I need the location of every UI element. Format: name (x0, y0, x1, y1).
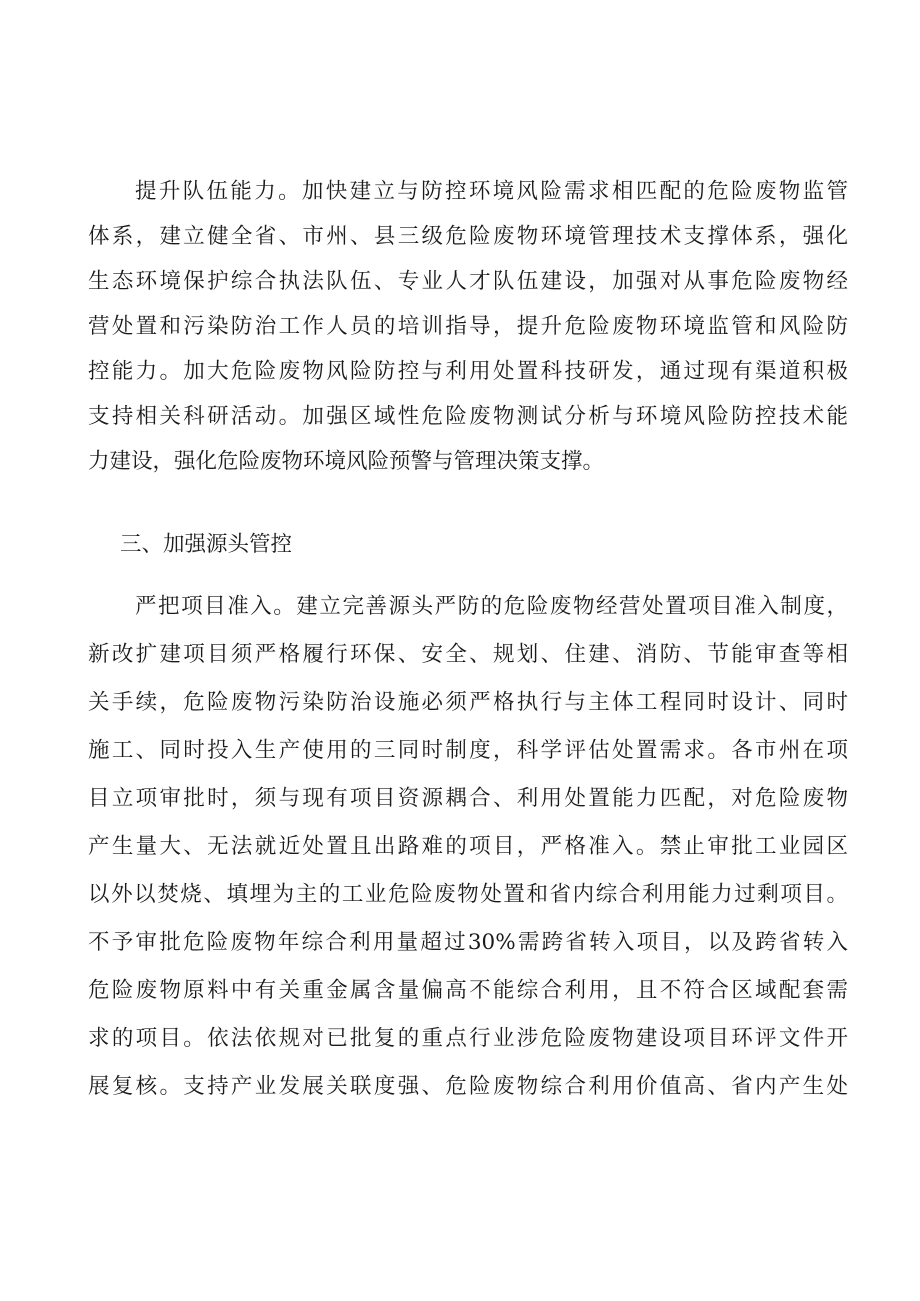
paragraph-line: 生态环境保护综合执法队伍、专业人才队伍建设，加强对从事危险废物经 (88, 269, 848, 294)
paragraph-line: 新改扩建项目须严格履行环保、安全、规划、住建、消防、节能审查等相 (88, 642, 848, 667)
paragraph-line: 以外以焚烧、填埋为主的工业危险废物处置和省内综合利用能力过剩项目。 (88, 882, 848, 907)
section-heading: 三、加强源头管控 (120, 532, 293, 557)
paragraph-line: 力建设，强化危险废物环境风险预警与管理决策支撑。 (88, 449, 605, 474)
paragraph-line: 体系，建立健全省、市州、县三级危险废物环境管理技术支撑体系，强化 (88, 224, 848, 249)
paragraph-line: 展复核。支持产业发展关联度强、危险废物综合利用价值高、省内产生处 (88, 1074, 848, 1099)
paragraph-line: 营处置和污染防治工作人员的培训指导，提升危险废物环境监管和风险防 (88, 314, 848, 339)
paragraph-line: 支持相关科研活动。加强区域性危险废物测试分析与环境风险防控技术能 (88, 404, 848, 429)
paragraph-line: 求的项目。依法依规对已批复的重点行业涉危险废物建设项目环评文件开 (88, 1026, 848, 1051)
paragraph-line: 不予审批危险废物年综合利用量超过30%需跨省转入项目，以及跨省转入 (88, 930, 848, 955)
paragraph-line: 提升队伍能力。加快建立与防控环境风险需求相匹配的危险废物监管 (135, 179, 848, 204)
paragraph-line: 施工、同时投入生产使用的三同时制度，科学评估处置需求。各市州在项 (88, 738, 848, 763)
paragraph-line: 关手续，危险废物污染防治设施必须严格执行与主体工程同时设计、同时 (88, 690, 848, 715)
paragraph-line: 产生量大、无法就近处置且出路难的项目，严格准入。禁止审批工业园区 (88, 834, 848, 859)
paragraph-line: 危险废物原料中有关重金属含量偏高不能综合利用，且不符合区域配套需 (88, 978, 848, 1003)
paragraph-line: 严把项目准入。建立完善源头严防的危险废物经营处置项目准入制度， (135, 594, 848, 619)
paragraph-line: 目立项审批时，须与现有项目资源耦合、利用处置能力匹配，对危险废物 (88, 786, 848, 811)
paragraph-line: 控能力。加大危险废物风险防控与利用处置科技研发，通过现有渠道积极 (88, 359, 848, 384)
